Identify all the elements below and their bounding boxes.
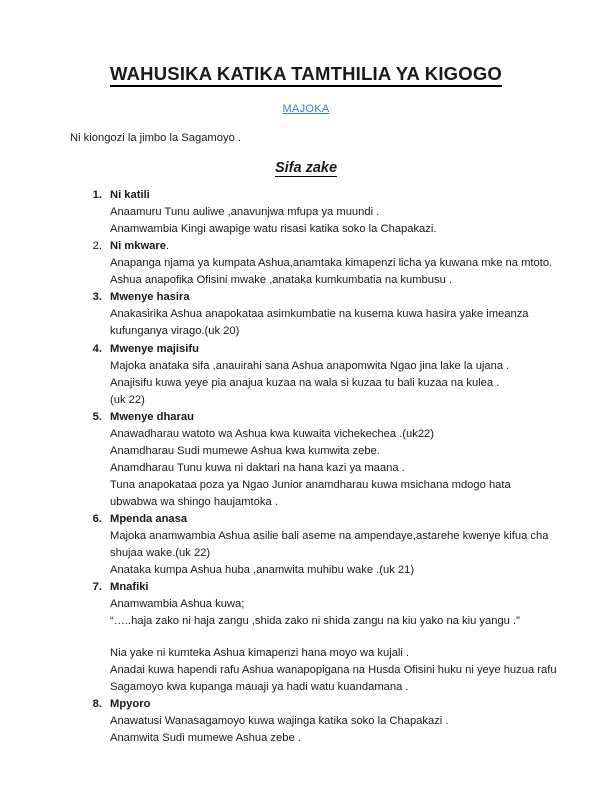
trait-line: Majoka anataka sifa ,anauirahi sana Ashua anapomwita Ngao jina lake la ujana .: [110, 359, 510, 372]
trait-line: “…..haja zako ni haja zangu ,shida zako ni shida zangu na kiu yako na kiu yangu .”: [110, 614, 520, 627]
trait-title-text: Mpenda anasa: [110, 512, 188, 525]
trait-body: [110, 204, 612, 238]
trait-title-text: Mnafiki: [110, 580, 149, 593]
trait-title: [110, 341, 612, 358]
list-item: [0, 341, 612, 409]
page-title: [0, 0, 612, 85]
trait-line: Anataka kumpa Ashua huba ,anamwita muhibu wake .(uk 21): [110, 563, 415, 576]
trait-title: [110, 579, 612, 596]
trait-body: [110, 596, 612, 696]
trait-line: (uk 22): [110, 393, 145, 406]
list-item: [0, 238, 612, 289]
trait-line: Tuna anapokataa poza ya Ngao Junior anamdharau kuwa msichana mdogo hata ubwabwa wa shingo haujamtoka .: [110, 478, 511, 508]
list-item-number: 4.: [92, 342, 102, 355]
trait-line: Ashua anapofika Ofisini mwake ,anataka kumkumbatia na kumbusu .: [110, 274, 453, 287]
trait-body: [110, 426, 612, 511]
trait-title: [110, 238, 612, 255]
trait-line: Anamdharau Tunu kuwa ni daktari na hana kazi ya maana .: [110, 461, 405, 474]
section-heading-text: Sifa zake: [274, 160, 338, 177]
trait-line: Anadai kuwa hapendi rafu Ashua wanapopigana na Husda Ofisini huku ni yeye huzua rafu Sagamoyo kwa kupanga mauaji ya hadi watu kuandamana .: [110, 663, 557, 693]
trait-body: [110, 255, 612, 289]
trait-line: Anaamuru Tunu auliwe ,anavunjwa mfupa ya muundi .: [110, 206, 380, 219]
trait-body: [110, 358, 612, 409]
trait-line: Anamwambia Kingi awapige watu risasi katika soko la Chapakazi.: [110, 223, 437, 236]
list-item-number: 8.: [92, 697, 102, 710]
trait-title-text: Mwenye majisifu: [110, 342, 199, 355]
trait-title: [110, 187, 612, 204]
list-item-number: 1.: [92, 189, 102, 202]
section-heading: [0, 160, 612, 176]
list-item: [0, 511, 612, 579]
list-item: [0, 579, 612, 696]
list-item: [0, 187, 612, 238]
page-title-text: WAHUSIKA KATIKA TAMTHILIA YA KIGOGO: [110, 63, 502, 87]
trait-line: Majoka anamwambia Ashua asilie bali aseme na ampendaye,astarehe kwenye kifua cha shujaa wake.(uk 22): [110, 529, 549, 559]
trait-title-suffix: .: [165, 240, 170, 253]
trait-title: [110, 409, 612, 426]
list-item: [0, 696, 612, 747]
trait-line: Anawadharau watoto wa Ashua kwa kuwaita vichekechea .(uk22): [110, 427, 435, 440]
trait-title-text: Mpyoro: [110, 697, 151, 710]
subject-link[interactable]: MAJOKA: [282, 103, 330, 116]
trait-body: [110, 713, 612, 747]
trait-title-text: Mwenye dharau: [110, 410, 194, 423]
trait-line: Anakasirika Ashua anapokataa asimkumbatie na kusema kuwa hasira yake imeanza kufunganya virago.(uk 20): [110, 308, 529, 338]
trait-title-text: Ni mkware: [110, 240, 166, 253]
trait-line: Anajisifu kuwa yeye pia anajua kuzaa na wala si kuzaa tu bali kuzaa na kulea .: [110, 376, 500, 389]
list-item: [0, 289, 612, 340]
intro-paragraph: Ni kiongozi la jimbo la Sagamoyo .: [70, 132, 242, 145]
list-item: [0, 409, 612, 511]
subject-link-row: [0, 99, 612, 117]
trait-line: Anapanga njama ya kumpata Ashua,anamtaka kimapenzi licha ya kuwana mke na mtoto.: [110, 257, 553, 270]
list-item-number: 2.: [92, 240, 102, 253]
trait-line: Nia yake ni kumteka Ashua kimapenzi hana moyo wa kujali .: [110, 646, 410, 659]
trait-line: Anamwita Sudi mumewe Ashua zebe .: [110, 731, 301, 744]
trait-body: [110, 306, 612, 340]
list-item-number: 7.: [92, 580, 102, 593]
trait-line: Anawatusi Wanasagamoyo kuwa wajinga katika soko la Chapakazi .: [110, 714, 449, 727]
trait-title: [110, 289, 612, 306]
list-item-number: 3.: [92, 291, 102, 304]
traits-list: [0, 187, 612, 747]
trait-line: Anamwambia Ashua kuwa;: [110, 597, 245, 610]
trait-body: [110, 528, 612, 579]
trait-line: Anamdharau Sudi mumewe Ashua kwa kumwita zebe.: [110, 444, 380, 457]
trait-title-text: Mwenye hasira: [110, 291, 190, 304]
trait-title: [110, 696, 612, 713]
trait-title: [110, 511, 612, 528]
trait-title-text: Ni katili: [110, 189, 150, 202]
list-item-number: 5.: [92, 410, 102, 423]
list-item-number: 6.: [92, 512, 102, 525]
